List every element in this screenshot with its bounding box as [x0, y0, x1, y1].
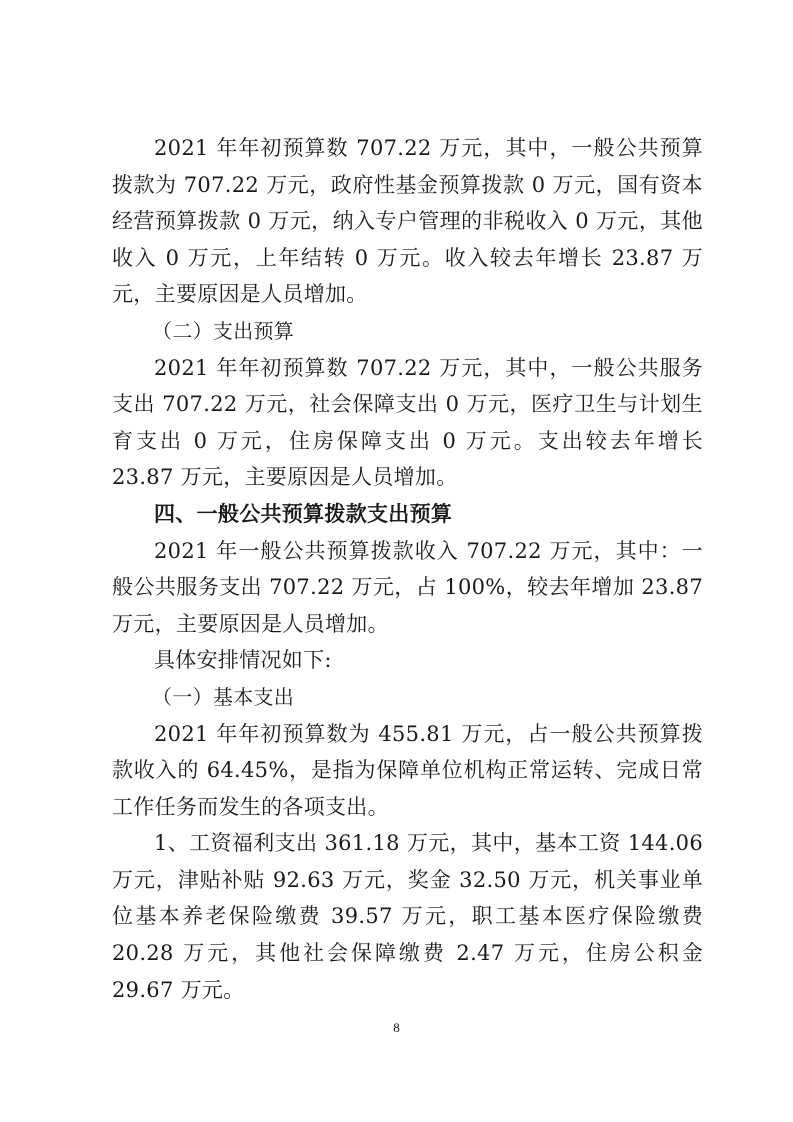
- paragraph-wages-welfare: 1、工资福利支出 361.18 万元，其中，基本工资 144.06 万元，津贴补贴 92.63 万元，奖金 32.50 万元，机关事业单位基本养老保险缴费 39.57 万元，职工基本医疗保险缴费 20.28 万元，其他社会保障缴费 2.47 万元，住房公积金 29.67 万元。: [112, 831, 703, 1002]
- paragraph-arrangement-intro: 具体安排情况如下:: [154, 648, 332, 673]
- paragraph-general-budget: 2021 年一般公共预算拨款收入 707.22 万元，其中：一般公共服务支出 707.22 万元，占 100%，较去年增加 23.87 万元，主要原因是人员增加。: [112, 538, 703, 636]
- paragraph-income-budget: 2021 年年初预算数 707.22 万元，其中，一般公共预算拨款为 707.22 万元，政府性基金预算拨款 0 万元，国有资本经营预算拨款 0 万元，纳入专户管理的非税收入 0 万元，其他收入 0 万元，上年结转 0 万元。收入较去年增长 23.87 万元，主要原因是人员增加。: [112, 136, 703, 307]
- section-heading-general-budget: 四、一般公共预算拨款支出预算: [154, 500, 453, 526]
- paragraph-expenditure-budget: 2021 年年初预算数 707.22 万元，其中，一般公共服务支出 707.22 万元，社会保障支出 0 万元，医疗卫生与计划生育支出 0 万元，住房保障支出 0 万元。支出较去年增长 23.87 万元，主要原因是人员增加。: [112, 355, 703, 490]
- paragraph-basic-expenditure: 2021 年年初预算数为 455.81 万元，占一般公共预算拨款收入的 64.45%，是指为保障单位机构正常运转、完成日常工作任务而发生的各项支出。: [112, 721, 703, 819]
- page-number: 8: [393, 1020, 400, 1035]
- subheading-expenditure-budget: （二）支出预算: [152, 318, 295, 343]
- body-text: [112, 130, 703, 1008]
- subheading-basic-expenditure: （一）基本支出: [152, 684, 295, 709]
